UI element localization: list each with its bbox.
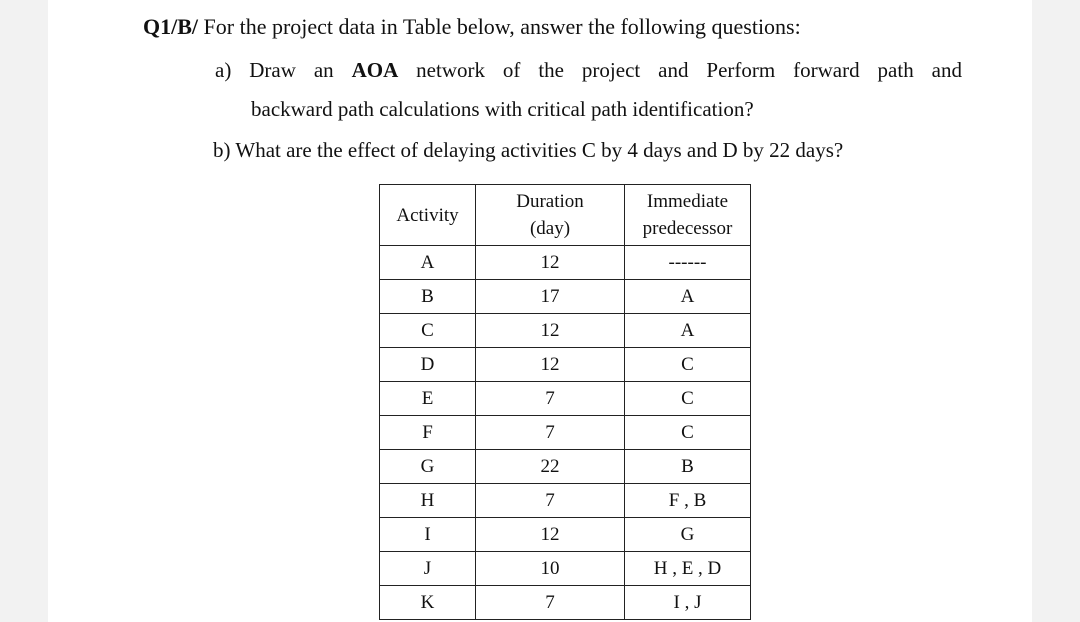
table-row <box>380 484 751 518</box>
part-a-word: Perform <box>706 58 776 82</box>
cell-duration: 22 <box>476 450 625 484</box>
header-duration-line2: (day) <box>529 218 571 239</box>
table-row <box>380 382 751 416</box>
part-a-word: project <box>581 58 641 82</box>
header-predecessor-line1: Immediate <box>646 191 729 212</box>
cell-activity: I <box>380 518 476 552</box>
cell-predecessor: F , B <box>625 484 751 518</box>
cell-activity: E <box>380 382 476 416</box>
header-duration-line1: Duration <box>516 191 584 212</box>
question-text: For the project data in Table below, answer the following questions: <box>203 14 801 39</box>
part-a-word: network <box>416 58 485 82</box>
cell-predecessor: ------ <box>625 246 751 280</box>
part-a-word: path <box>877 58 914 82</box>
cell-activity: J <box>380 552 476 586</box>
part-a-word-aoa: AOA <box>351 58 399 82</box>
table-row <box>380 586 751 620</box>
cell-predecessor: A <box>625 280 751 314</box>
table-row <box>380 246 751 280</box>
header-activity <box>380 185 476 246</box>
cell-activity: K <box>380 586 476 620</box>
cell-activity: H <box>380 484 476 518</box>
cell-duration: 12 <box>476 348 625 382</box>
part-b-label: b) <box>213 138 231 162</box>
cell-predecessor: B <box>625 450 751 484</box>
part-b-line <box>213 138 843 163</box>
header-duration <box>476 185 625 246</box>
table-row <box>380 314 751 348</box>
cell-activity: G <box>380 450 476 484</box>
cell-predecessor: C <box>625 416 751 450</box>
cell-predecessor: G <box>625 518 751 552</box>
cell-duration: 7 <box>476 586 625 620</box>
document-page <box>48 0 1032 622</box>
part-b-text: What are the effect of delaying activities C by 4 days and D by 22 days? <box>235 138 844 162</box>
cell-duration: 7 <box>476 382 625 416</box>
table-row <box>380 450 751 484</box>
question-label: Q1/B/ <box>143 14 199 39</box>
cell-activity: B <box>380 280 476 314</box>
table-row <box>380 416 751 450</box>
cell-duration: 7 <box>476 484 625 518</box>
question-heading <box>143 14 801 40</box>
part-a-word: and <box>931 58 962 82</box>
cell-duration: 12 <box>476 314 625 348</box>
header-predecessor <box>625 185 751 246</box>
cell-duration: 7 <box>476 416 625 450</box>
cell-predecessor: I , J <box>625 586 751 620</box>
cell-duration: 12 <box>476 518 625 552</box>
cell-duration: 17 <box>476 280 625 314</box>
table-row <box>380 552 751 586</box>
part-a-line-1 <box>215 58 962 83</box>
cell-activity: C <box>380 314 476 348</box>
cell-predecessor: C <box>625 382 751 416</box>
table-row <box>380 518 751 552</box>
part-a-label: a) <box>215 58 232 82</box>
cell-activity: A <box>380 246 476 280</box>
part-a-word: of <box>502 58 521 82</box>
part-a-word: the <box>538 58 564 82</box>
cell-predecessor: H , E , D <box>625 552 751 586</box>
part-a-word: forward <box>793 58 860 82</box>
part-a-line-2: backward path calculations with critical path identification? <box>251 97 754 121</box>
header-predecessor-line2: predecessor <box>642 218 733 239</box>
cell-duration: 12 <box>476 246 625 280</box>
project-data-table <box>379 184 751 620</box>
part-a-word: and <box>658 58 689 82</box>
cell-predecessor: C <box>625 348 751 382</box>
table-row <box>380 348 751 382</box>
header-activity-label: Activity <box>396 204 459 226</box>
table-header-row <box>380 185 751 246</box>
part-a-word: Draw <box>249 58 296 82</box>
cell-predecessor: A <box>625 314 751 348</box>
cell-duration: 10 <box>476 552 625 586</box>
table-row <box>380 280 751 314</box>
cell-activity: F <box>380 416 476 450</box>
part-a-word: an <box>313 58 334 82</box>
cell-activity: D <box>380 348 476 382</box>
